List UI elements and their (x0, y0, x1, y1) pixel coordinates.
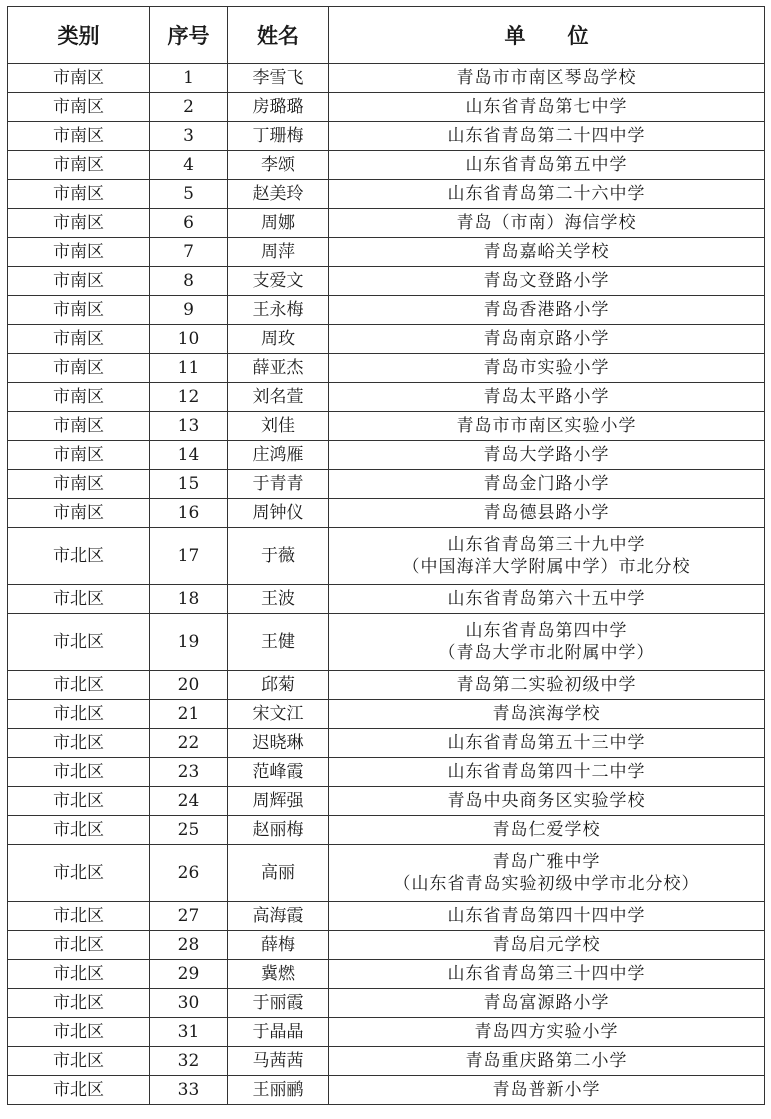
category-cell: 市南区 (8, 209, 150, 238)
unit-line: 山东省青岛第三十四中学 (447, 964, 646, 984)
table-row (8, 383, 765, 412)
unit-cell (329, 758, 765, 787)
header-unit: 单 位 (329, 7, 765, 64)
category-cell: 市南区 (8, 267, 150, 296)
category-cell: 市南区 (8, 122, 150, 151)
index-cell: 7 (150, 238, 228, 267)
unit-cell (329, 180, 765, 209)
index-cell: 23 (150, 758, 228, 787)
index-cell: 33 (150, 1076, 228, 1105)
name-cell: 迟晓琳 (228, 729, 329, 758)
name-cell: 周钟仪 (228, 499, 329, 528)
category-cell: 市南区 (8, 499, 150, 528)
category-cell: 市南区 (8, 64, 150, 93)
name-cell: 赵美玲 (228, 180, 329, 209)
unit-line: 青岛四方实验小学 (474, 1022, 619, 1042)
index-cell: 13 (150, 412, 228, 441)
unit-cell (329, 931, 765, 960)
category-cell: 市北区 (8, 614, 150, 671)
category-cell: 市南区 (8, 441, 150, 470)
unit-cell (329, 354, 765, 383)
category-cell: 市北区 (8, 845, 150, 902)
unit-cell (329, 441, 765, 470)
index-cell: 25 (150, 816, 228, 845)
unit-cell (329, 1018, 765, 1047)
unit-line: 山东省青岛第四十二中学 (447, 762, 646, 782)
unit-cell (329, 614, 765, 671)
unit-line: 山东省青岛第二十四中学 (447, 126, 646, 146)
index-cell: 5 (150, 180, 228, 209)
name-cell: 邱菊 (228, 671, 329, 700)
unit-cell (329, 412, 765, 441)
category-cell: 市南区 (8, 296, 150, 325)
unit-cell (329, 93, 765, 122)
unit-cell (329, 585, 765, 614)
table-row (8, 671, 765, 700)
category-cell: 市北区 (8, 931, 150, 960)
unit-line: 青岛富源路小学 (483, 993, 610, 1013)
index-cell: 26 (150, 845, 228, 902)
unit-line: 青岛普新小学 (492, 1080, 601, 1100)
category-cell: 市北区 (8, 960, 150, 989)
category-cell: 市南区 (8, 238, 150, 267)
table-row (8, 1047, 765, 1076)
name-cell: 李颂 (228, 151, 329, 180)
unit-cell (329, 845, 765, 902)
category-cell: 市北区 (8, 700, 150, 729)
index-cell: 15 (150, 470, 228, 499)
index-cell: 21 (150, 700, 228, 729)
name-cell: 刘名萱 (228, 383, 329, 412)
unit-cell (329, 267, 765, 296)
table-row (8, 528, 765, 585)
category-cell: 市南区 (8, 354, 150, 383)
category-cell: 市南区 (8, 383, 150, 412)
index-cell: 17 (150, 528, 228, 585)
name-cell: 王健 (228, 614, 329, 671)
category-cell: 市北区 (8, 816, 150, 845)
table-row (8, 180, 765, 209)
table-row (8, 787, 765, 816)
category-cell: 市北区 (8, 1018, 150, 1047)
category-cell: 市南区 (8, 325, 150, 354)
name-cell: 庄鸿雁 (228, 441, 329, 470)
category-cell: 市北区 (8, 528, 150, 585)
name-cell: 赵丽梅 (228, 816, 329, 845)
unit-cell (329, 151, 765, 180)
unit-line: 青岛中央商务区实验学校 (447, 791, 646, 811)
unit-line: 山东省青岛第四中学 (465, 621, 628, 641)
unit-cell (329, 671, 765, 700)
table-row (8, 816, 765, 845)
name-cell: 周娜 (228, 209, 329, 238)
name-cell: 冀燃 (228, 960, 329, 989)
name-cell: 于丽霞 (228, 989, 329, 1018)
category-cell: 市北区 (8, 902, 150, 931)
name-cell: 马茜茜 (228, 1047, 329, 1076)
unit-line: 山东省青岛第五中学 (465, 155, 628, 175)
category-cell: 市北区 (8, 989, 150, 1018)
category-cell: 市南区 (8, 180, 150, 209)
unit-cell (329, 383, 765, 412)
name-cell: 周玫 (228, 325, 329, 354)
index-cell: 24 (150, 787, 228, 816)
table-body (8, 64, 765, 1105)
category-cell: 市南区 (8, 93, 150, 122)
index-cell: 1 (150, 64, 228, 93)
table-row (8, 267, 765, 296)
unit-line: （中国海洋大学附属中学）市北分校 (402, 557, 691, 577)
unit-line: 青岛市实验小学 (483, 358, 610, 378)
name-cell: 于晶晶 (228, 1018, 329, 1047)
name-cell: 王丽鹂 (228, 1076, 329, 1105)
unit-line: 青岛仁爱学校 (492, 820, 601, 840)
table-row (8, 412, 765, 441)
name-cell: 李雪飞 (228, 64, 329, 93)
unit-line: 山东省青岛第二十六中学 (447, 184, 646, 204)
index-cell: 32 (150, 1047, 228, 1076)
index-cell: 11 (150, 354, 228, 383)
unit-line: 山东省青岛第四十四中学 (447, 906, 646, 926)
name-cell: 刘佳 (228, 412, 329, 441)
category-cell: 市南区 (8, 470, 150, 499)
table-row (8, 758, 765, 787)
table-row (8, 354, 765, 383)
table-row (8, 902, 765, 931)
table-row (8, 1018, 765, 1047)
index-cell: 28 (150, 931, 228, 960)
name-cell: 房璐璐 (228, 93, 329, 122)
index-cell: 10 (150, 325, 228, 354)
category-cell: 市北区 (8, 758, 150, 787)
name-cell: 周辉强 (228, 787, 329, 816)
index-cell: 22 (150, 729, 228, 758)
name-cell: 薛亚杰 (228, 354, 329, 383)
index-cell: 4 (150, 151, 228, 180)
unit-cell (329, 1076, 765, 1105)
name-cell: 王波 (228, 585, 329, 614)
index-cell: 6 (150, 209, 228, 238)
roster-table (7, 6, 765, 1105)
unit-line: 青岛嘉峪关学校 (483, 242, 610, 262)
unit-line: 青岛（市南）海信学校 (456, 213, 637, 233)
unit-line: 青岛大学路小学 (483, 445, 610, 465)
unit-cell (329, 122, 765, 151)
table-row (8, 845, 765, 902)
unit-cell (329, 325, 765, 354)
header-index: 序号 (150, 7, 228, 64)
unit-line: 青岛金门路小学 (483, 474, 610, 494)
index-cell: 31 (150, 1018, 228, 1047)
table-header (8, 7, 765, 64)
table-row (8, 614, 765, 671)
category-cell: 市北区 (8, 1047, 150, 1076)
index-cell: 18 (150, 585, 228, 614)
table-row (8, 729, 765, 758)
name-cell: 于薇 (228, 528, 329, 585)
unit-line: 青岛启元学校 (492, 935, 601, 955)
category-cell: 市南区 (8, 412, 150, 441)
table-row (8, 151, 765, 180)
index-cell: 29 (150, 960, 228, 989)
table-row (8, 122, 765, 151)
index-cell: 16 (150, 499, 228, 528)
table-row (8, 238, 765, 267)
unit-cell (329, 209, 765, 238)
unit-cell (329, 238, 765, 267)
unit-cell (329, 816, 765, 845)
category-cell: 市北区 (8, 1076, 150, 1105)
index-cell: 27 (150, 902, 228, 931)
category-cell: 市南区 (8, 151, 150, 180)
index-cell: 3 (150, 122, 228, 151)
header-category: 类别 (8, 7, 150, 64)
index-cell: 8 (150, 267, 228, 296)
name-cell: 薛梅 (228, 931, 329, 960)
unit-line: 青岛市市南区琴岛学校 (456, 68, 637, 88)
table-row (8, 209, 765, 238)
unit-cell (329, 528, 765, 585)
category-cell: 市北区 (8, 787, 150, 816)
category-cell: 市北区 (8, 729, 150, 758)
index-cell: 2 (150, 93, 228, 122)
table-row (8, 585, 765, 614)
table-row (8, 441, 765, 470)
unit-cell (329, 64, 765, 93)
index-cell: 19 (150, 614, 228, 671)
unit-cell (329, 700, 765, 729)
name-cell: 宋文江 (228, 700, 329, 729)
unit-line: 青岛南京路小学 (483, 329, 610, 349)
header-row (8, 7, 765, 64)
table-row (8, 700, 765, 729)
header-name: 姓名 (228, 7, 329, 64)
category-cell: 市北区 (8, 671, 150, 700)
index-cell: 9 (150, 296, 228, 325)
unit-cell (329, 902, 765, 931)
index-cell: 30 (150, 989, 228, 1018)
unit-line: 山东省青岛第五十三中学 (447, 733, 646, 753)
table-row (8, 960, 765, 989)
unit-line: 青岛太平路小学 (483, 387, 610, 407)
name-cell: 丁珊梅 (228, 122, 329, 151)
table-row (8, 93, 765, 122)
index-cell: 14 (150, 441, 228, 470)
unit-cell (329, 296, 765, 325)
unit-line: 青岛市市南区实验小学 (456, 416, 637, 436)
unit-cell (329, 989, 765, 1018)
index-cell: 12 (150, 383, 228, 412)
unit-cell (329, 470, 765, 499)
category-cell: 市北区 (8, 585, 150, 614)
table-row (8, 931, 765, 960)
unit-cell (329, 1047, 765, 1076)
index-cell: 20 (150, 671, 228, 700)
table-row (8, 989, 765, 1018)
unit-line: 山东省青岛第六十五中学 (447, 589, 646, 609)
table-row (8, 470, 765, 499)
name-cell: 周萍 (228, 238, 329, 267)
unit-line: 青岛重庆路第二小学 (465, 1051, 628, 1071)
unit-cell (329, 499, 765, 528)
table-row (8, 1076, 765, 1105)
unit-line: 青岛香港路小学 (483, 300, 610, 320)
unit-line: （山东省青岛实验初级中学市北分校） (393, 874, 700, 894)
unit-cell (329, 729, 765, 758)
name-cell: 范峰霞 (228, 758, 329, 787)
name-cell: 高海霞 (228, 902, 329, 931)
table-row (8, 325, 765, 354)
unit-cell (329, 787, 765, 816)
unit-line: （青岛大学市北附属中学） (438, 643, 655, 663)
name-cell: 于青青 (228, 470, 329, 499)
unit-line: 青岛第二实验初级中学 (456, 675, 637, 695)
unit-cell (329, 960, 765, 989)
unit-line: 青岛广雅中学 (492, 852, 601, 872)
unit-line: 山东省青岛第三十九中学 (447, 535, 646, 555)
name-cell: 支爱文 (228, 267, 329, 296)
table-row (8, 296, 765, 325)
unit-line: 青岛文登路小学 (483, 271, 610, 291)
table-row (8, 64, 765, 93)
name-cell: 高丽 (228, 845, 329, 902)
table-row (8, 499, 765, 528)
name-cell: 王永梅 (228, 296, 329, 325)
unit-line: 山东省青岛第七中学 (465, 97, 628, 117)
unit-line: 青岛德县路小学 (483, 503, 610, 523)
unit-line: 青岛滨海学校 (492, 704, 601, 724)
